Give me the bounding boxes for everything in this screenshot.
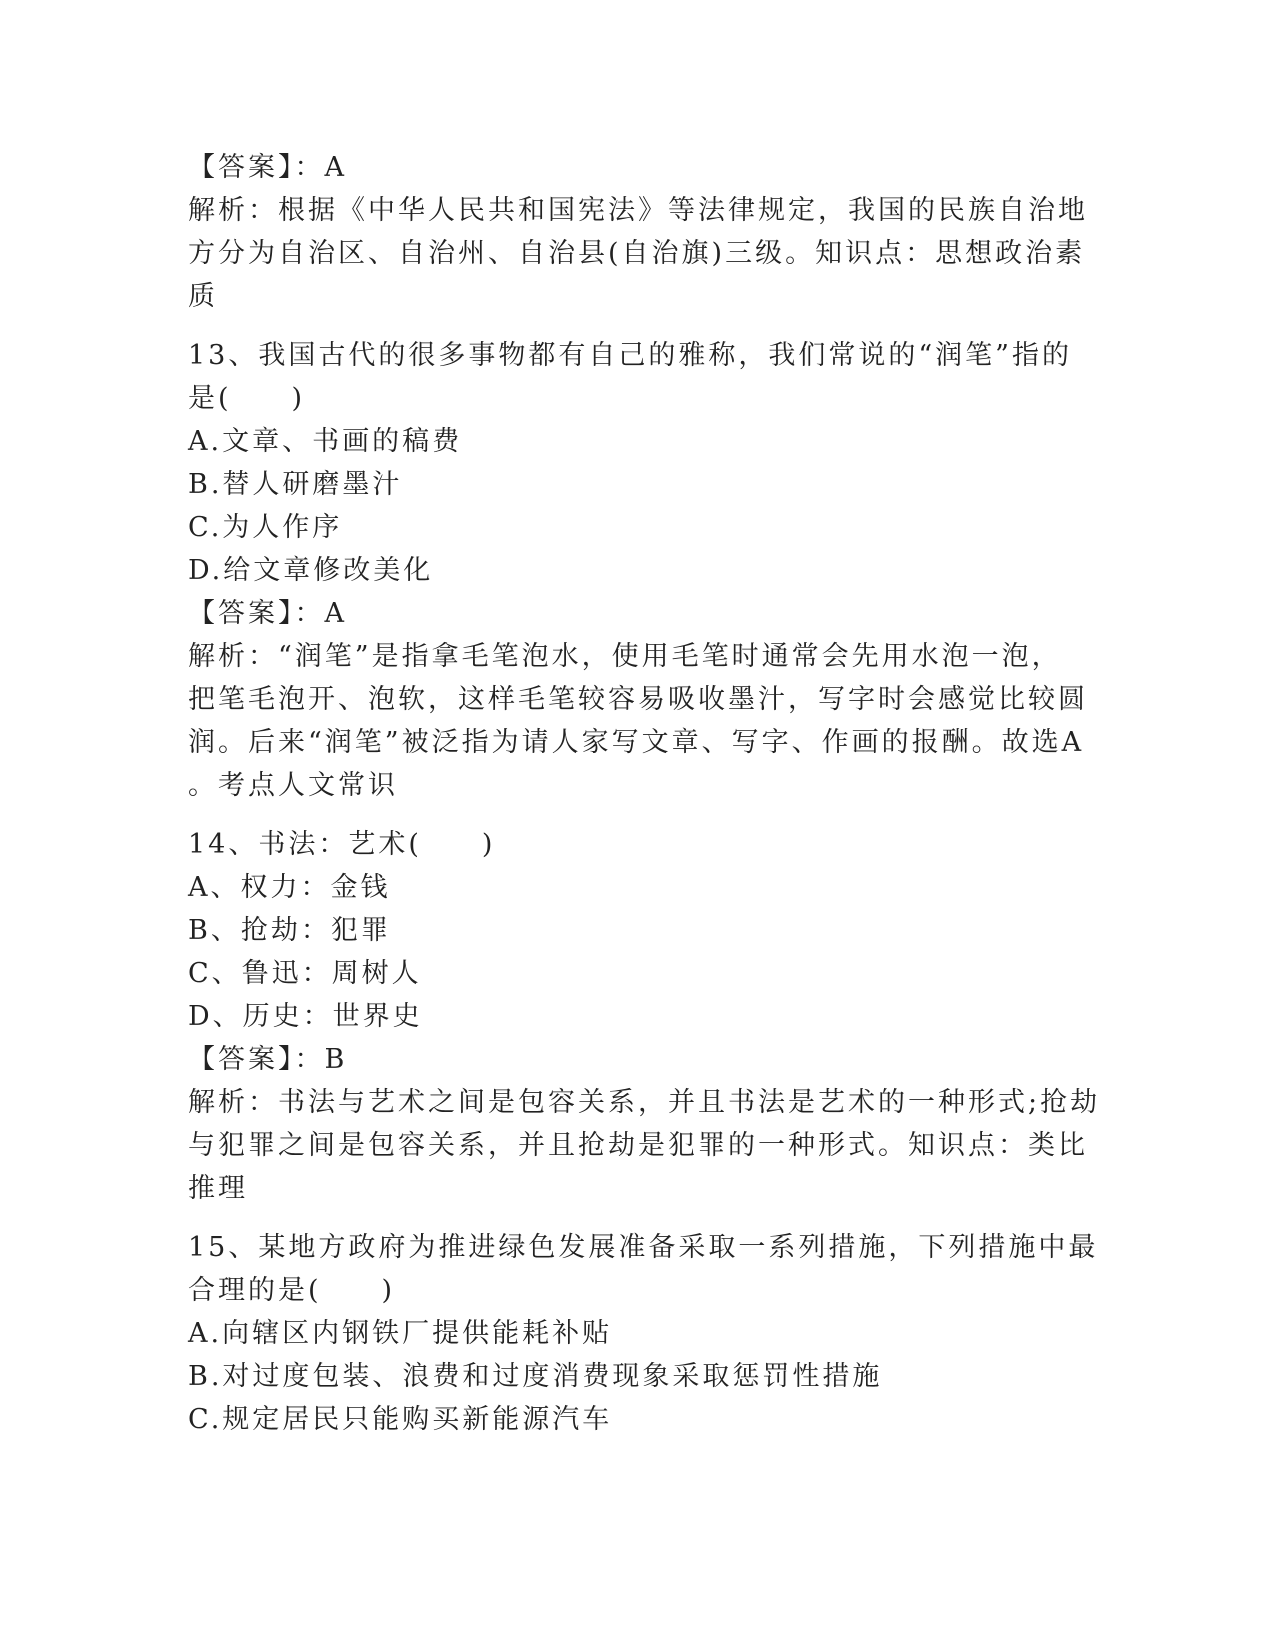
option-b: B、抢劫：犯罪 [188, 915, 391, 946]
document-page [188, 146, 1101, 1441]
option-c: C.规定居民只能购买新能源汽车 [188, 1404, 613, 1435]
option-c: C.为人作序 [188, 512, 343, 543]
analysis-line: 解析：书法与艺术之间是包容关系，并且书法是艺术的一种形式;抢劫 [188, 1087, 1101, 1118]
question-14 [188, 823, 1101, 1210]
option-c: C、鲁迅：周树人 [188, 958, 422, 989]
question-13 [188, 334, 1088, 807]
answer-label: 【答案】：A [188, 152, 347, 183]
question-15 [188, 1226, 1099, 1441]
analysis-line: 推理 [188, 1173, 248, 1204]
option-b: B.对过度包装、浪费和过度消费现象采取惩罚性措施 [188, 1361, 883, 1392]
option-d: D、历史：世界史 [188, 1001, 423, 1032]
question-text: 14、书法：艺术( ) [188, 829, 496, 860]
question-12-tail [188, 146, 1088, 318]
analysis-line: 解析：“润笔”是指拿毛笔泡水，使用毛笔时通常会先用水泡一泡， [188, 641, 1062, 672]
analysis-line: 解析：根据《中华人民共和国宪法》等法律规定，我国的民族自治地 [188, 195, 1088, 226]
question-text: 15、某地方政府为推进绿色发展准备采取一系列措施，下列措施中最 [188, 1232, 1099, 1263]
option-a: A、权力：金钱 [188, 872, 391, 903]
question-text: 13、我国古代的很多事物都有自己的雅称，我们常说的“润笔”指的 [188, 340, 1072, 371]
answer-label: 【答案】：A [188, 598, 347, 629]
option-d: D.给文章修改美化 [188, 555, 434, 586]
option-a: A.向辖区内钢铁厂提供能耗补贴 [188, 1318, 613, 1349]
analysis-line: 润。后来“润笔”被泛指为请人家写文章、写字、作画的报酬。故选A [188, 727, 1085, 758]
analysis-line: 把笔毛泡开、泡软，这样毛笔较容易吸收墨汁，写字时会感觉比较圆 [188, 684, 1088, 715]
analysis-line: 与犯罪之间是包容关系，并且抢劫是犯罪的一种形式。知识点：类比 [188, 1130, 1088, 1161]
analysis-line: 质 [188, 281, 218, 312]
question-text: 是( ) [188, 383, 306, 414]
analysis-line: 方分为自治区、自治州、自治县(自治旗)三级。知识点：思想政治素 [188, 238, 1086, 269]
option-a: A.文章、书画的稿费 [188, 426, 463, 457]
question-text: 合理的是( ) [188, 1275, 396, 1306]
answer-label: 【答案】：B [188, 1044, 348, 1075]
option-b: B.替人研磨墨汁 [188, 469, 403, 500]
analysis-line: 。考点人文常识 [188, 770, 398, 801]
